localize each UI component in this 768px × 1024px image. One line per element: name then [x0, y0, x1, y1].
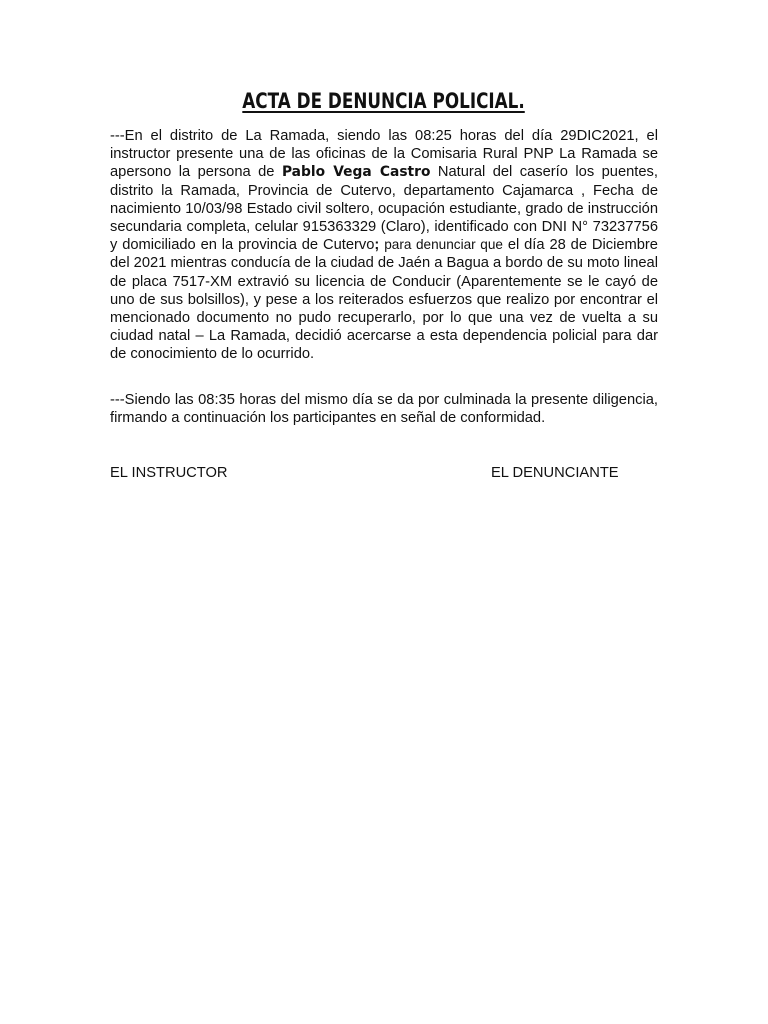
complainant-name: Pablo Vega Castro: [281, 164, 431, 181]
semicolon-mark: ;: [374, 237, 380, 254]
paragraph-details-text: Natural del caserío los puentes, distrito la Ramada, Provincia de Cutervo, departamento Cajamarca , Fecha de nacimiento 10/03/98 Estado civil soltero, ocupación estudiante, grado de instrucción secundaria completa, celular 915363329 (Claro), identificado con DNI N° 73237756 y domiciliado en la provincia de Cutervo: [110, 164, 658, 254]
paragraph-intro-text: ---En el distrito de La Ramada, siendo las 08:25 horas del día 29DIC2021, el instructor presente una de las oficinas de la Comisaria Rural PNP La Ramada se apersono la persona de: [110, 128, 658, 181]
paragraph-purpose-text: para denunciar que: [384, 237, 503, 253]
signature-complainant-label: EL DENUNCIANTE: [491, 465, 619, 481]
signature-instructor-label: EL INSTRUCTOR: [110, 465, 228, 481]
closing-paragraph: ---Siendo las 08:35 horas del mismo día se da por culminada la presente diligencia, firmando a continuación los participantes en señal de conformidad.: [110, 392, 658, 427]
paragraph-incident-text: el día 28 de Diciembre del 2021 mientras conducía de la ciudad de Jaén a Bagua a bordo de su moto lineal de placa 7517-XM extravió su licencia de Conducir (Aparentemente se le cayó de uno de sus bolsillos), y pese a los reiterados esfuerzos que realizo por encontrar el mencionado documento no pudo recuperarlo, por lo que una vez de vuelta a su ciudad natal – La Ramada, decidió acercarse a esta dependencia policial para dar de conocimiento de lo ocurrido.: [110, 237, 658, 363]
document-title-text: ACTA DE DENUNCIA POLICIAL.: [242, 89, 526, 113]
document-title: [0, 86, 768, 116]
complaint-paragraph: [110, 127, 658, 364]
